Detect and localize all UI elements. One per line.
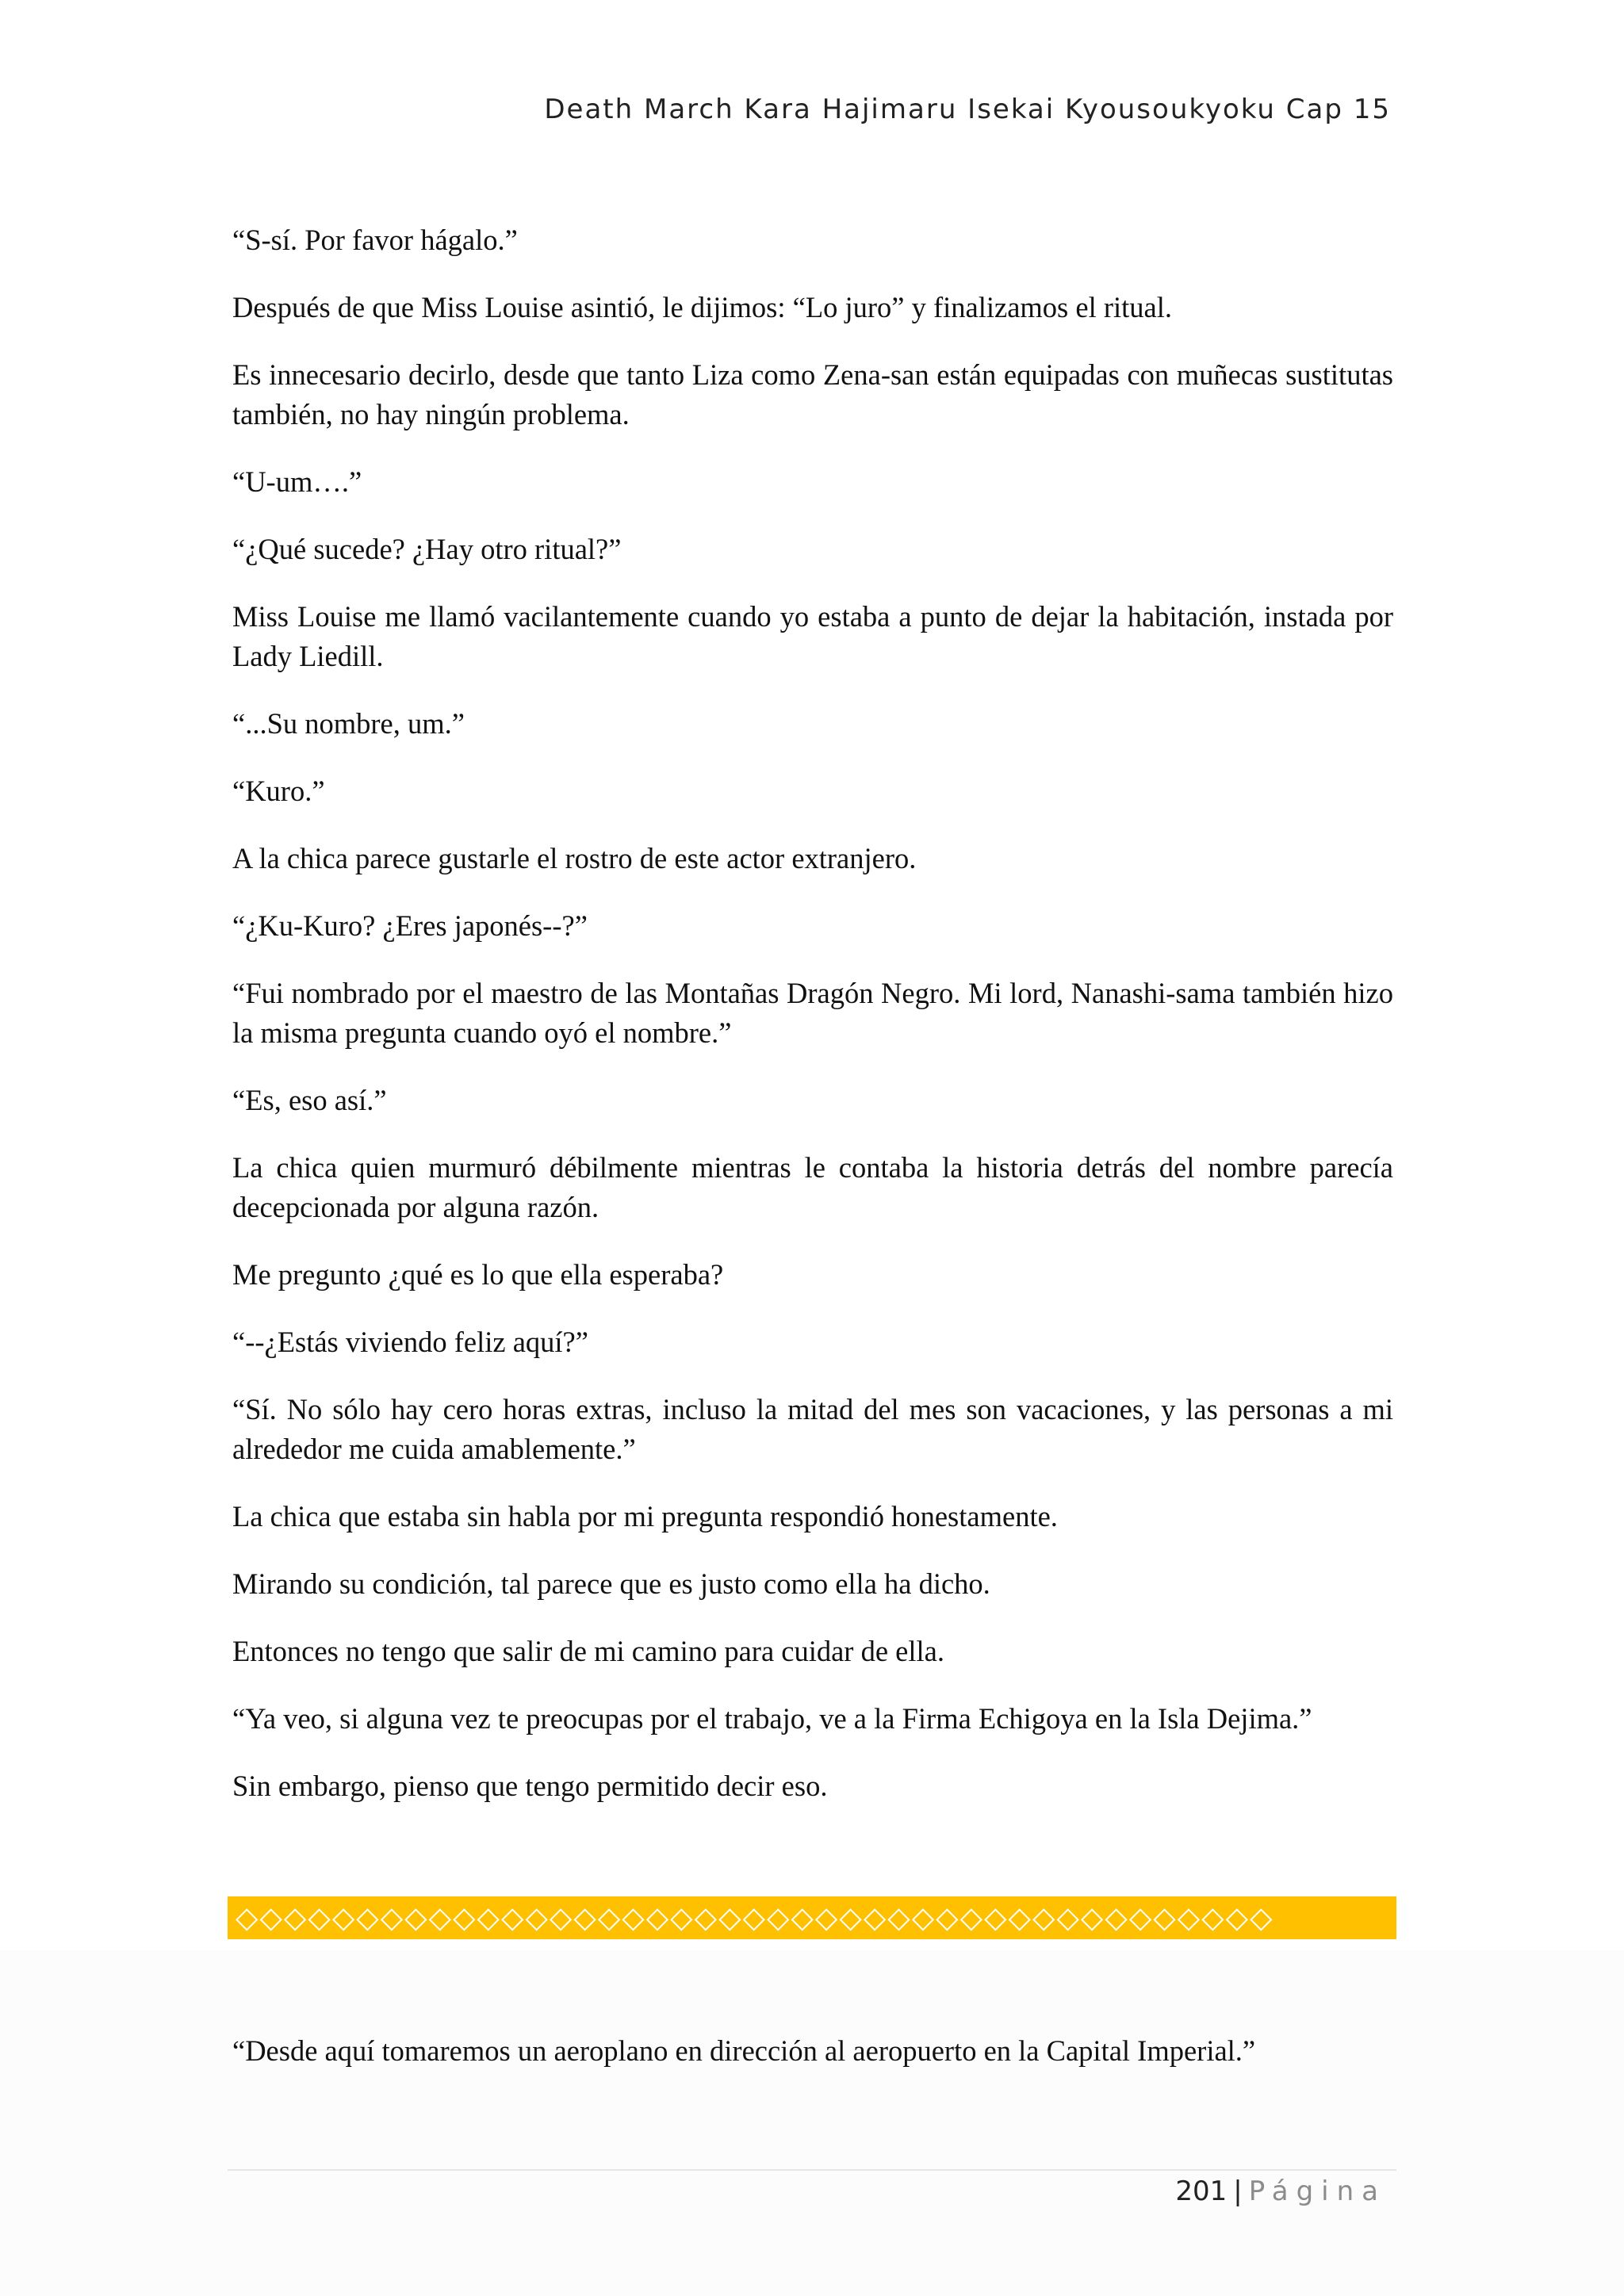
paragraph: Sin embargo, pienso que tengo permitido decir eso. — [232, 1770, 828, 1802]
paragraph: La chica que estaba sin habla por mi pregunta respondió honestamente. — [232, 1500, 1058, 1533]
running-header: Death March Kara Hajimaru Isekai Kyousoukyoku Cap 15 — [544, 94, 1391, 125]
paragraph: Es innecesario decirlo, desde que tanto Liza como Zena-san están equipadas con muñecas sustitutas también, no hay ningún problema. — [232, 358, 1393, 430]
paragraph: “Kuro.” — [232, 775, 325, 807]
page-footer — [1175, 2175, 1386, 2207]
paragraph: Mirando su condición, tal parece que es justo como ella ha dicho. — [232, 1567, 990, 1600]
paragraph: “Sí. No sólo hay cero horas extras, incluso la mitad del mes son vacaciones, y las personas a mi alrededor me cuida amablemente.” — [232, 1393, 1393, 1465]
footer-divider — [228, 2169, 1396, 2171]
paragraph: “--¿Estás viviendo feliz aquí?” — [232, 1326, 588, 1358]
paragraph: “Desde aquí tomaremos un aeroplano en dirección al aeropuerto en la Capital Imperial.” — [232, 2034, 1256, 2067]
paragraph: La chica quien murmuró débilmente mientras le contaba la historia detrás del nombre parecía decepcionada por alguna razón. — [232, 1151, 1393, 1223]
paragraph: “¿Qué sucede? ¿Hay otro ritual?” — [232, 533, 622, 565]
paragraph: “U-um….” — [232, 465, 362, 498]
scene-break-separator: ◇◇◇◇◇◇◇◇◇◇◇◇◇◇◇◇◇◇◇◇◇◇◇◇◇◇◇◇◇◇◇◇◇◇◇◇◇◇◇◇◇◇◇ — [228, 1896, 1396, 1939]
paragraph: “Fui nombrado por el maestro de las Montañas Dragón Negro. Mi lord, Nanashi-sama también hizo la misma pregunta cuando oyó el nombre.” — [232, 977, 1393, 1049]
paragraph: “S-sí. Por favor hágalo.” — [232, 224, 518, 256]
footer-separator: | — [1233, 2175, 1243, 2207]
paragraph: Después de que Miss Louise asintió, le dijimos: “Lo juro” y finalizamos el ritual. — [232, 291, 1173, 323]
body-text — [232, 220, 1393, 1834]
paragraph: “Ya veo, si alguna vez te preocupas por el trabajo, ve a la Firma Echigoya en la Isla Dejima.” — [232, 1702, 1312, 1735]
paragraph: A la chica parece gustarle el rostro de este actor extranjero. — [232, 842, 917, 874]
page-word: Página — [1248, 2175, 1386, 2207]
paragraph: Entonces no tengo que salir de mi camino para cuidar de ella. — [232, 1635, 944, 1667]
paragraph: “¿Ku-Kuro? ¿Eres japonés--?” — [232, 909, 588, 942]
paragraph: Me pregunto ¿qué es lo que ella esperaba? — [232, 1258, 724, 1291]
paragraph: “...Su nombre, um.” — [232, 707, 465, 740]
page-number: 201 — [1175, 2175, 1228, 2207]
paragraph: Miss Louise me llamó vacilantemente cuando yo estaba a punto de dejar la habitación, instada por Lady Liedill. — [232, 600, 1393, 672]
paragraph: “Es, eso así.” — [232, 1084, 387, 1116]
lower-page-tint — [0, 1950, 1624, 2296]
